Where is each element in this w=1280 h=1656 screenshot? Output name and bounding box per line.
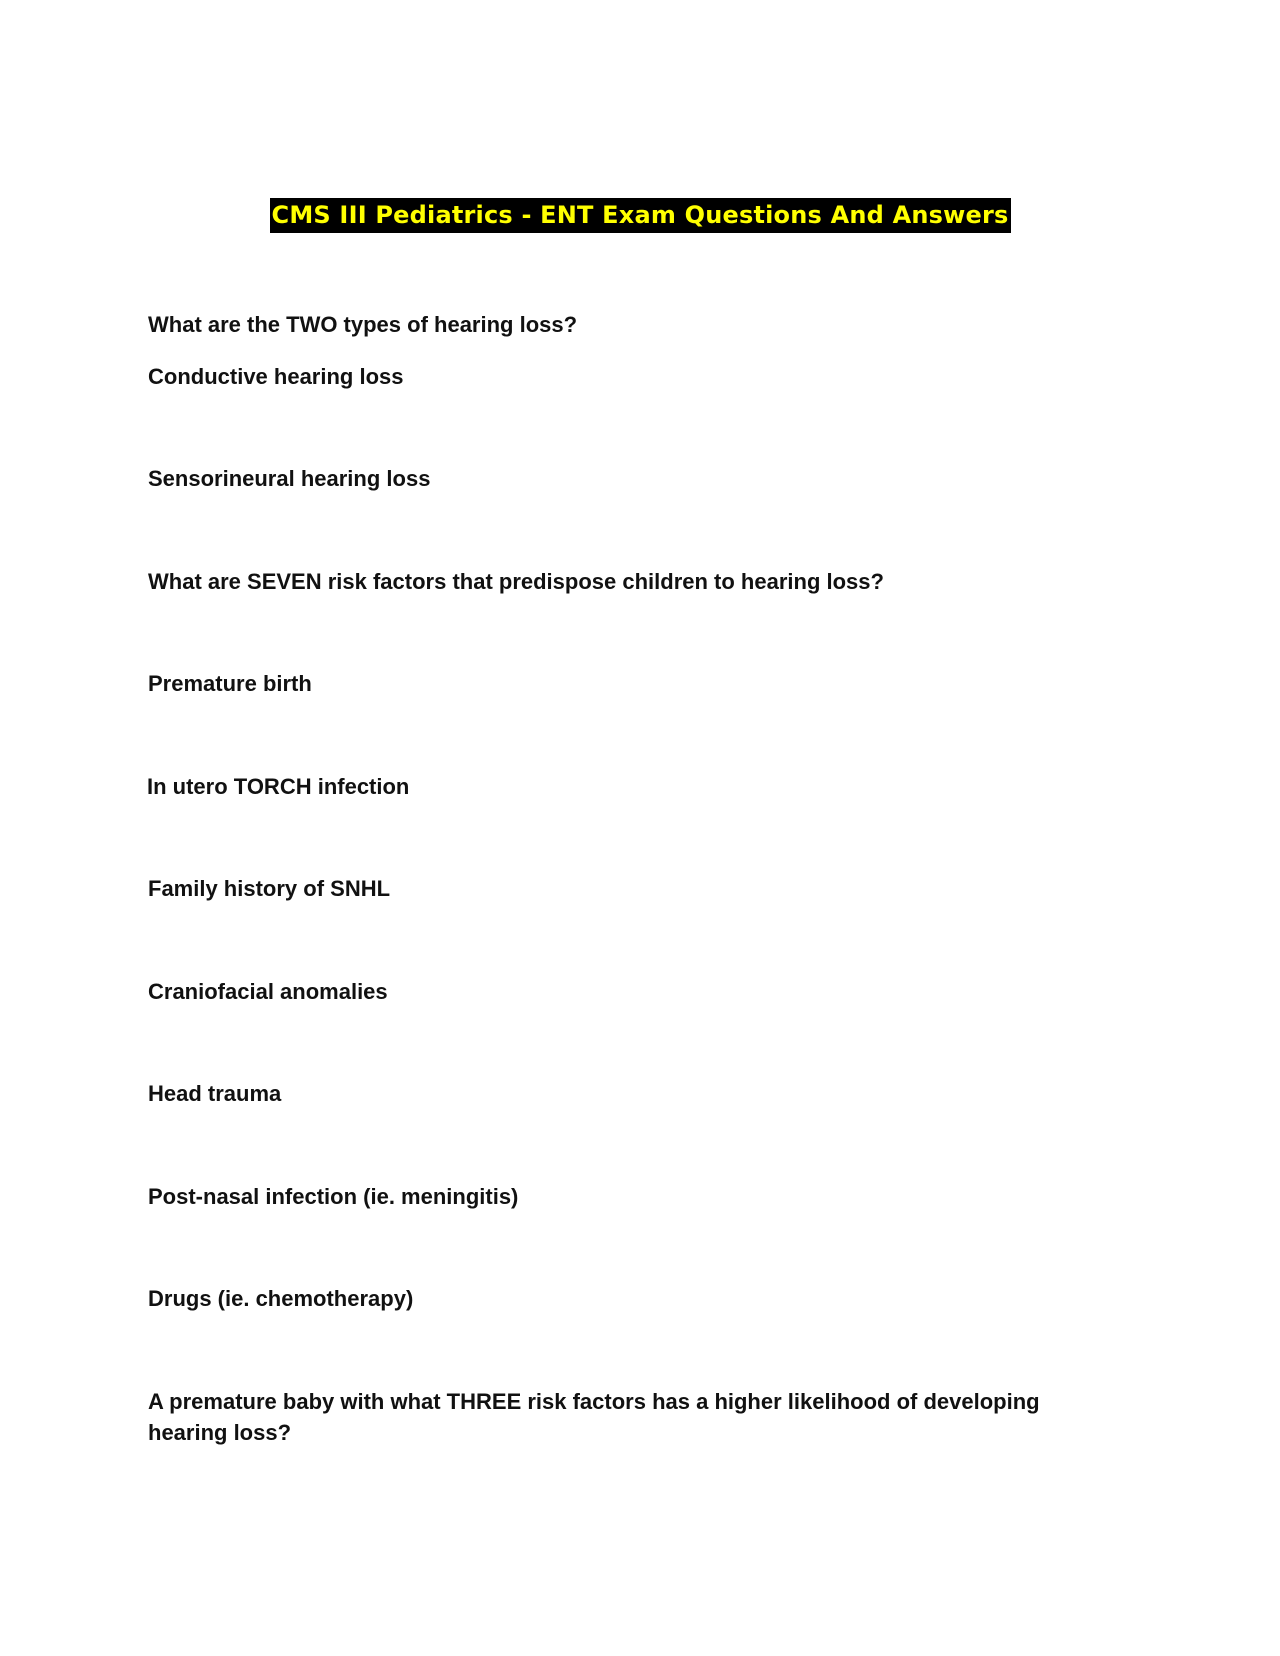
answer-craniofacial-anomalies: Craniofacial anomalies	[148, 979, 388, 1004]
document-title: CMS III Pediatrics - ENT Exam Questions And Answers	[270, 198, 1011, 233]
answer-post-nasal-infection: Post-nasal infection (ie. meningitis)	[148, 1184, 519, 1209]
answer-premature-birth: Premature birth	[148, 671, 312, 696]
question-seven-risk-factors: What are SEVEN risk factors that predispose children to hearing loss?	[148, 569, 884, 594]
answer-drugs-chemotherapy: Drugs (ie. chemotherapy)	[148, 1286, 414, 1311]
answer-torch-infection: In utero TORCH infection	[147, 774, 410, 799]
answer-head-trauma: Head trauma	[148, 1081, 282, 1106]
answer-sensorineural-hearing-loss: Sensorineural hearing loss	[148, 466, 431, 491]
question-premature-baby-three-risk-factors: A premature baby with what THREE risk factors has a higher likelihood of developing hearing loss?	[148, 1389, 1040, 1445]
answer-family-history-snhl: Family history of SNHL	[148, 876, 391, 901]
title-container	[0, 198, 1280, 233]
answer-conductive-hearing-loss: Conductive hearing loss	[148, 364, 404, 389]
question-two-types-hearing-loss: What are the TWO types of hearing loss?	[148, 312, 578, 337]
